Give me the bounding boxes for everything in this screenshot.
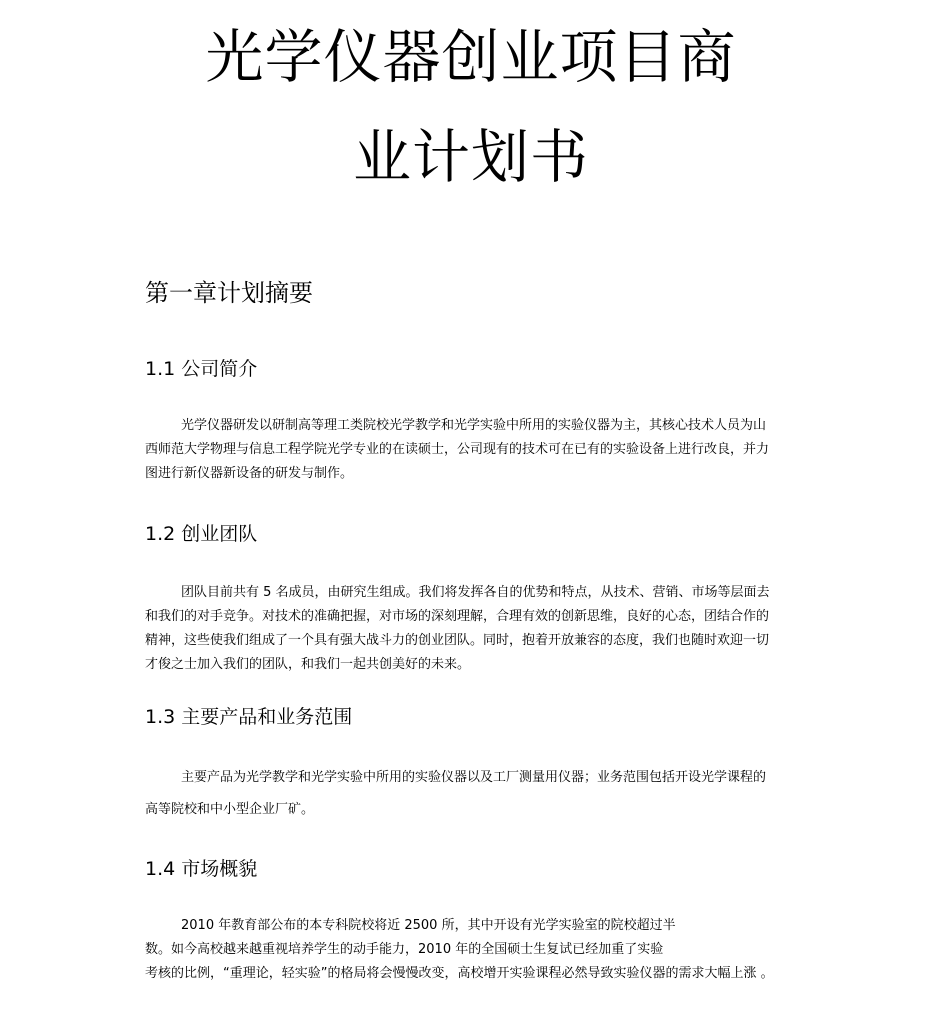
document-title-line-1: 光学仪器创业项目商 — [205, 23, 737, 91]
paragraph-line: 主要产品为光学教学和光学实验中所用的实验仪器以及工厂测量用仪器；业务范围包括开设光学课程的 — [181, 770, 767, 785]
paragraph-line: 高等院校和中小型企业厂矿。 — [145, 802, 315, 817]
paragraph-line: 数。如今高校越来越重视培养学生的动手能力，2010 年的全国硕士生复试已经加重了实验 — [145, 942, 664, 957]
paragraph-line: 精神，这些使我们组成了一个具有强大战斗力的创业团队。同时，抱着开放兼容的态度，我们也随时欢迎一切 — [145, 633, 770, 648]
paragraph-team — [145, 581, 810, 677]
paragraph-line: 才俊之士加入我们的团队，和我们一起共创美好的未来。 — [145, 657, 471, 672]
section-heading-products: 1.3 主要产品和业务范围 — [145, 706, 353, 728]
paragraph-line: 2010 年教育部公布的本专科院校将近 2500 所，其中开设有光学实验室的院校超过半 — [181, 918, 676, 933]
paragraph-line: 西师范大学物理与信息工程学院光学专业的在读硕士，公司现有的技术可在已有的实验设备上进行改良，并力 — [145, 442, 770, 457]
paragraph-line: 团队目前共有 5 名成员，由研究生组成。我们将发挥各自的优势和特点，从技术、营销、市场等层面去 — [181, 585, 770, 600]
paragraph-line: 图进行新仪器新设备的研发与制作。 — [145, 466, 354, 481]
paragraph-company-intro — [145, 414, 810, 486]
section-heading-team: 1.2 创业团队 — [145, 523, 258, 545]
paragraph-line: 和我们的对手竞争。对技术的准确把握，对市场的深刻理解，合理有效的创新思维，良好的心态，团结合作的 — [145, 609, 770, 624]
section-heading-company-intro: 1.1 公司简介 — [145, 358, 258, 380]
chapter-heading: 第一章计划摘要 — [145, 279, 313, 307]
paragraph-line: 考核的比例，“重理论，轻实验”的格局将会慢慢改变，高校增开实验课程必然导致实验仪器的需求大幅上涨 。 — [145, 966, 774, 981]
section-heading-market: 1.4 市场概貌 — [145, 858, 258, 880]
document-title-line-2: 业计划书 — [352, 123, 589, 191]
paragraph-products — [145, 766, 810, 822]
paragraph-line: 光学仪器研发以研制高等理工类院校光学教学和光学实验中所用的实验仪器为主，其核心技术人员为山 — [181, 418, 767, 433]
paragraph-market — [145, 914, 810, 986]
